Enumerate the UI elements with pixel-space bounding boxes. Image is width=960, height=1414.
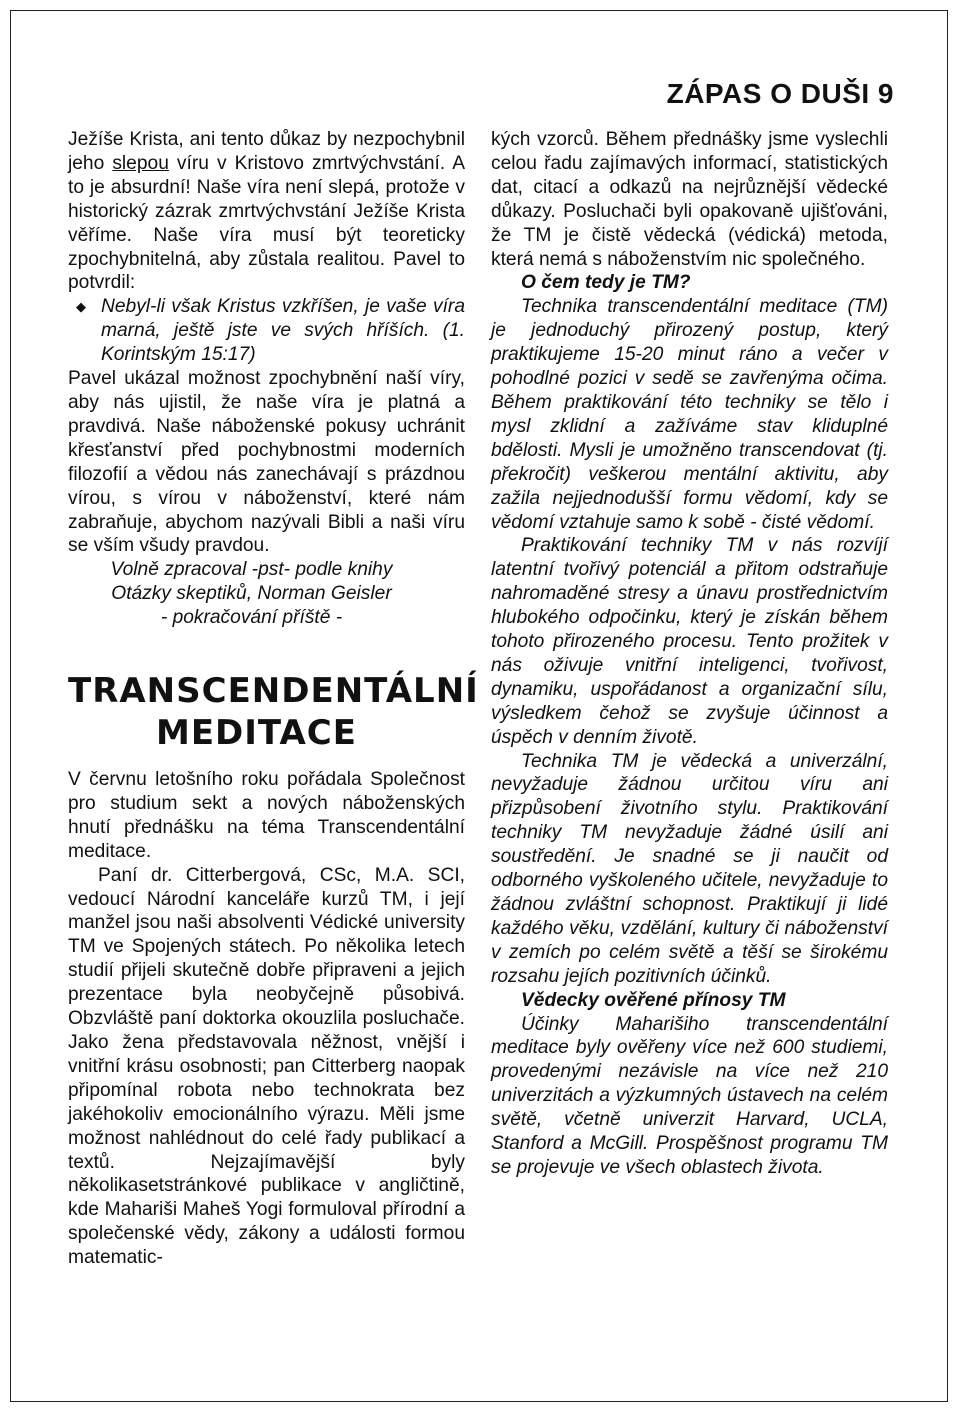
subheading: O čem tedy je TM? <box>521 272 691 294</box>
right-column <box>491 128 888 1180</box>
paragraph: kých vzorců. Během přednášky jsme vyslechli celou řadu zajímavých informací, statistických dat, citací a odkazů na nejrůznější vědecké důkazy. Posluchači byli opakovaně ujišťováni, že TM je čistě vědecká (védická) metoda, která nemá s náboženstvím nic společného. <box>491 129 888 270</box>
underlined-word: slepou <box>112 152 169 174</box>
page-header: ZÁPAS O DUŠI 9 <box>666 78 894 109</box>
credit-line: Volně zpracoval -pst- podle knihy <box>110 559 393 581</box>
diamond-bullet-icon: ◆ <box>76 299 86 315</box>
paragraph: Ježíše Krista, ani tento důkaz by nezpochybnil jeho slepou víru v Kristovo zmrtvýchvstání. A to je absurdní! Naše víra není slepá, protože v historický zázrak zmrtvýchvstání Ježíše Krista věříme. Naše víra musí být teoreticky zpochybnitelná, aby zůstala realitou. Pavel to potvrdil: <box>68 129 465 294</box>
paragraph: Účinky Maharišiho transcendentální meditace byly ověřeny více než 600 studiemi, provedenými nezávisle na více než 210 univerzitách a výzkumných ústavech na celém světě, včetně univerzit Harvard, UCLA, Stanford a McGill. Prospěšnost programu TM se projevuje ve všech oblastech života. <box>491 1013 888 1178</box>
paragraph: Technika transcendentální meditace (TM) je jednoduchý přirozený postup, který praktikujeme 15-20 minut ráno a večer v pohodlné pozici v sedě se zavřenýma očima. Během praktikování této techniky se tělo i mysl zklidní a zažíváme stav kliduplné bdělosti. Mysli je umožněno transcendovat (tj. překročit) veškerou mentální aktivitu, aby zažila nejjednodušší formu vědomí, kdy se vědomí vztahuje samo k sobě - čisté vědomí. <box>491 296 888 533</box>
paragraph: Pavel ukázal možnost zpochybnění naší víry, aby nás ujistil, že naše víra je platná a pravdivá. Naše náboženské pokusy uchránit křesťanství před pochybnostmi moderních filozofií a vědou nás zanechávají s prázdnou vírou, s vírou v náboženství, které nám zabraňuje, abychom nazývali Bibli a naši víru se vším všudy pravdou. <box>68 368 465 557</box>
quote-text: Nebyl-li však Kristus vzkříšen, je vaše víra marná, ještě jste ve svých hříších. (1. Korintským 15:17) <box>101 296 465 366</box>
subheading: Vědecky ověřené přínosy TM <box>521 989 786 1011</box>
section-title: TRANSCENDENTÁLNÍ MEDITACE <box>68 671 479 754</box>
paragraph: V červnu letošního roku pořádala Společnost pro studium sekt a nových náboženských hnutí přednášku na téma Transcendentální meditace. <box>68 769 465 862</box>
credit-line: Otázky skeptiků, Norman Geisler <box>111 583 392 605</box>
paragraph: Technika TM je vědecká a univerzální, nevyžaduje žádnou určitou víru ani přizpůsobení životního stylu. Praktikování techniky TM nevyžaduje žádné úsilí ani soustředění. Je snadné se ji naučit od odborného vyškoleného učitele, nevyžaduje to žádnou zvláštní schopnost. Praktikují ji lidé každého věku, vzdělání, kultury či náboženství v zemích po celém světě a těší se širokému rozsahu jejích pozitivních účinků. <box>491 750 888 987</box>
continuation-note: - pokračování příště - <box>160 607 343 629</box>
paragraph: Paní dr. Citterbergová, CSc, M.A. SCI, vedoucí Národní kanceláře kurzů TM, i její manžel jsou naši absolventi Védické university TM ve Spojených státech. Po několika letech studií přijeli skutečně dobře připraveni a jejich prezentace byla neobyčejně působivá. Obzvláště paní doktorka okouzlila posluchače. Jako žena představovala něžnost, vnější i vnitřní krásu osobnosti; pan Citterberg naopak připomínal robota nebo technokrata bez jakéhokoliv emocionálního výrazu. Měli jsme možnost nahlédnout do celé řady publikací a textů. Nejzajímavější byly několikasetstránkové publikace v angličtině, kde Mahariši Maheš Yogi formuloval přírodní a společenské vědy, zákony a události formou matematic- <box>68 864 465 1269</box>
bible-quote <box>68 295 465 367</box>
paragraph: Praktikování techniky TM v nás rozvíjí latentní tvořivý potenciál a přitom odstraňuje nahromaděné stresy a únavu prostřednictvím hlubokého odpočinku, který je získán během tohoto přirozeného procesu. Tento prožitek v nás oživuje vnitřní inteligenci, tvořivost, dynamiku, uspořádanost a organizační sílu, výsledkem čehož se zvyšuje účinnost a úspěch v denním životě. <box>491 535 888 748</box>
left-column <box>68 128 479 1270</box>
